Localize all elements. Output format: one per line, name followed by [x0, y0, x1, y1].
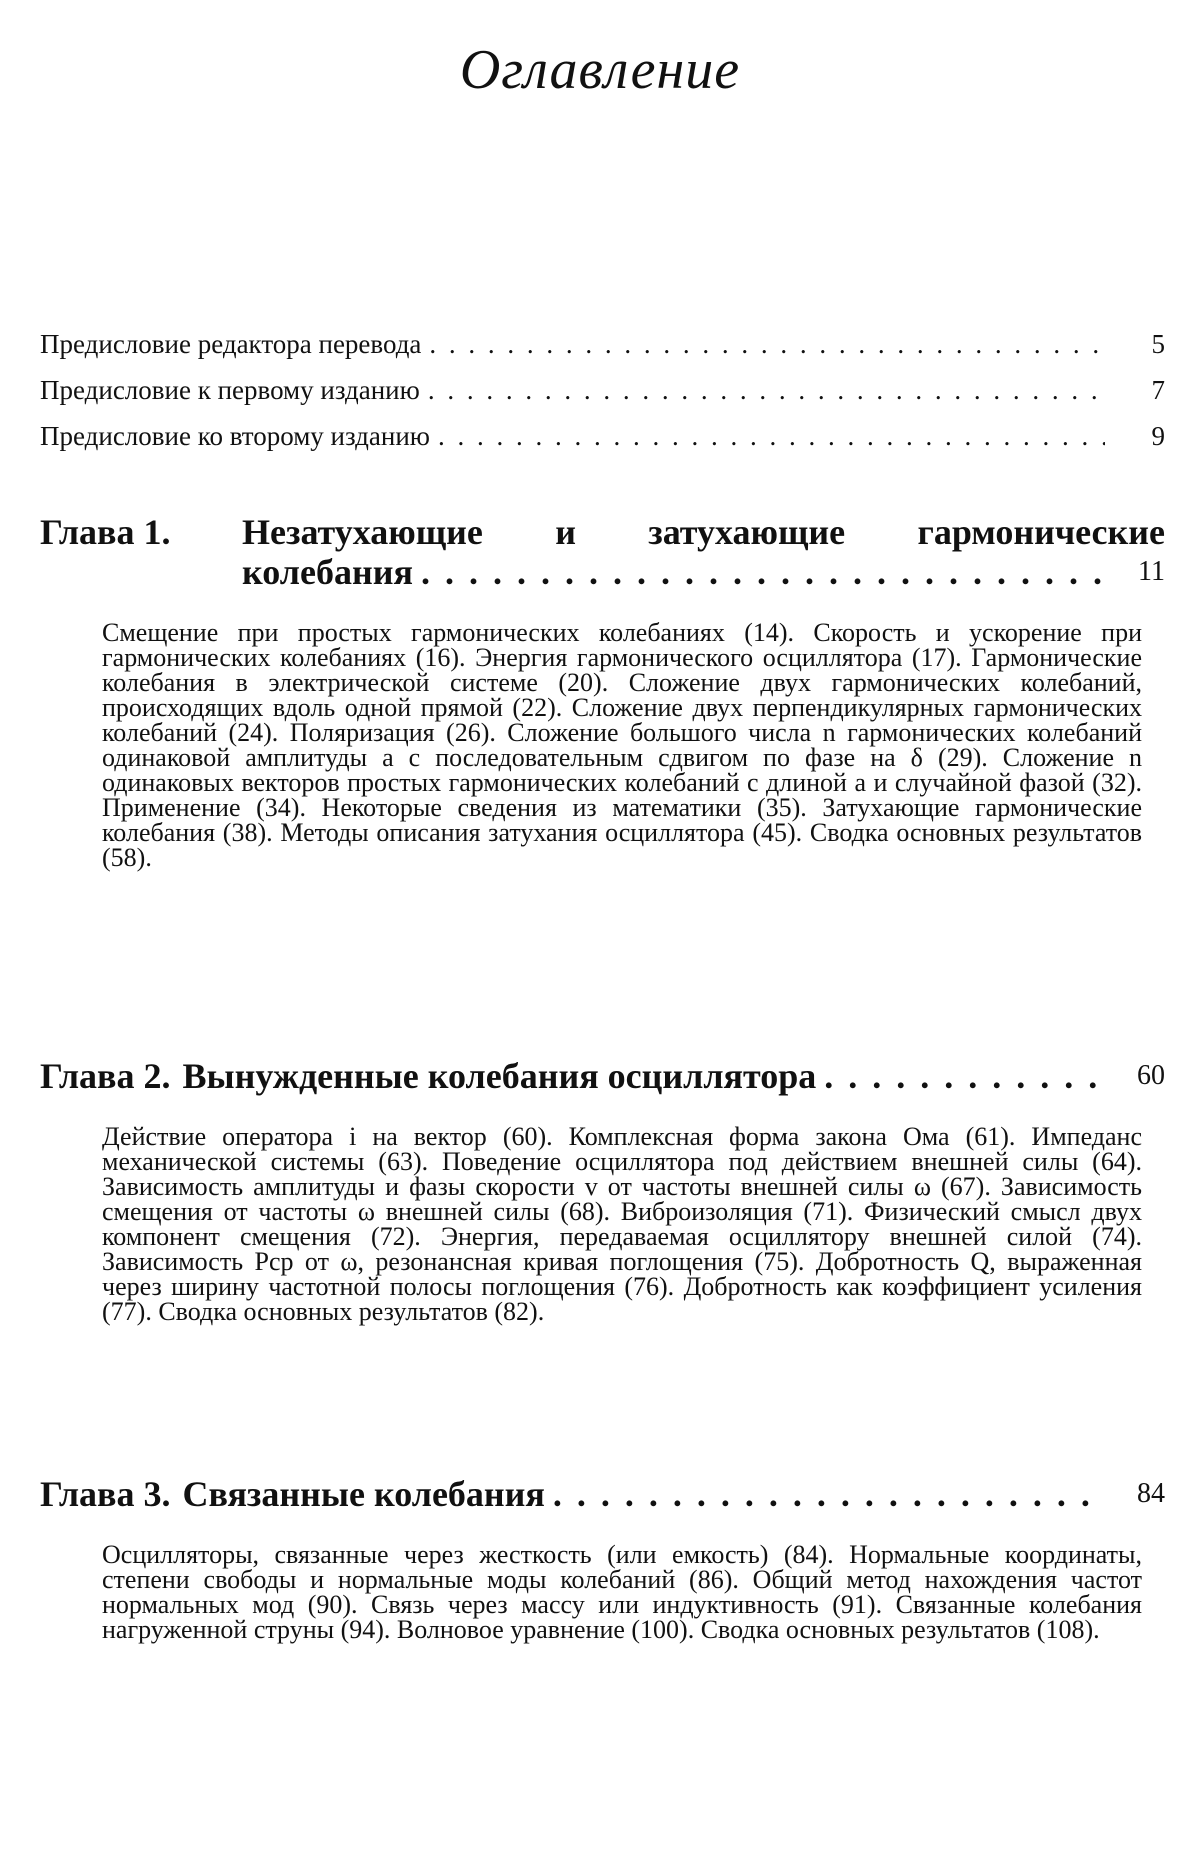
chapter-label: Глава 1. — [40, 512, 171, 552]
toc-entry-title: Предисловие редактора перевода — [40, 329, 422, 359]
toc-entry-preface-editor[interactable] — [40, 314, 1165, 360]
chapter-summary: Смещение при простых гармонических колебаниях (14). Скорость и ускорение при гармонических колебаниях (16). Энергия гармонического осциллятора (17). Гармонические колебания в электрической системе (20). Сложение двух гармонических колебаний, происходящих вдоль одной прямой (22). Сложение двух перпендикулярных гармонических колебаний (24). Поляризация (26). Сложение большого числа n гармонических колебаний одинаковой амплитуды a с последовательным сдвигом по фазе на δ (29). Сложение n одинаковых векторов простых гармонических колебаний с длиной a и случайной фазой (32). Применение (34). Некоторые сведения из математики (35). Затухающие гармонические колебания (38). Методы описания затухания осциллятора (45). Сводка основных результатов (58). — [102, 618, 1142, 872]
page-title: Оглавление — [459, 39, 741, 101]
toc-entry-preface-second-edition[interactable] — [40, 406, 1165, 452]
leader-dots — [438, 421, 1105, 452]
chapter-page: 60 — [1137, 1060, 1165, 1091]
chapter-label: Глава 2. — [40, 1056, 171, 1096]
chapter-summary: Осцилляторы, связанные через жесткость (или емкость) (84). Нормальные координаты, степени свободы и нормальные моды колебаний (86). Общий метод нахождения частот нормальных мод (90). Связь через массу или индуктивность (91). Связанные колебания нагруженной струны (94). Волновое уравнение (100). Сводка основных результатов (108). — [102, 1540, 1142, 1644]
toc-entry-title: Предисловие ко второму изданию — [40, 421, 430, 451]
chapter-2 — [40, 1056, 1165, 1324]
chapter-heading[interactable] — [40, 1474, 1165, 1514]
chapter-page: 84 — [1137, 1478, 1165, 1509]
toc-entry-page: 7 — [1151, 375, 1165, 405]
toc-entry-page: 9 — [1151, 421, 1165, 451]
chapter-title-continued: колебания — [242, 552, 413, 592]
chapter-label: Глава 3. — [40, 1474, 171, 1514]
preface-list — [40, 314, 1165, 452]
leader-dots — [428, 375, 1105, 406]
chapter-heading[interactable] — [40, 512, 1165, 592]
chapter-page: 11 — [1138, 556, 1165, 587]
leader-dots — [553, 1474, 1105, 1514]
chapter-heading[interactable] — [40, 1056, 1165, 1096]
chapter-title: Вынужденные колебания осциллятора — [182, 1056, 817, 1096]
chapter-summary: Действие оператора i на вектор (60). Комплексная форма закона Ома (61). Импеданс механической системы (63). Поведение осциллятора под действием внешней силы (64). Зависимость амплитуды и фазы скорости v от частоты внешней силы ω (67). Зависимость смещения от частоты ω внешней силы (68). Виброизоляция (71). Физический смысл двух компонент смещения (72). Энергия, передаваемая осциллятору внешней силой (74). Зависимость Pср от ω, резонансная кривая поглощения (75). Добротность Q, выраженная через ширину частотной полосы поглощения (76). Добротность как коэффициент усиления (77). Сводка основных результатов (82). — [102, 1122, 1142, 1326]
leader-dots — [429, 329, 1105, 360]
chapter-1 — [40, 512, 1165, 870]
toc-entry-preface-first-edition[interactable] — [40, 360, 1165, 406]
toc-entry-page: 5 — [1151, 329, 1165, 359]
leader-dots — [421, 552, 1105, 592]
leader-dots — [824, 1056, 1105, 1096]
chapter-title: Связанные колебания — [182, 1474, 545, 1514]
toc-entry-title: Предисловие к первому изданию — [40, 375, 420, 405]
chapter-title: Незатухающие и затухающие гармонические — [242, 512, 1165, 552]
chapter-3 — [40, 1474, 1165, 1642]
